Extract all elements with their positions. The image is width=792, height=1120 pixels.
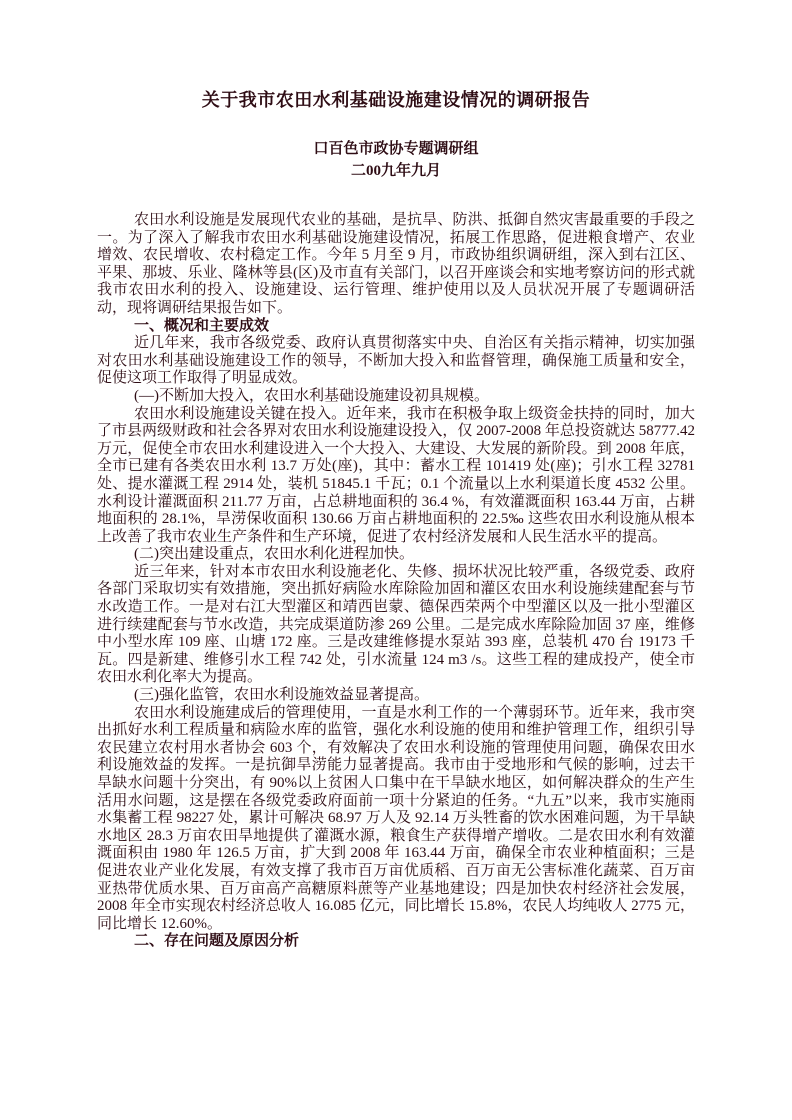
document-byline: 口百色市政协专题调研组 — [313, 141, 479, 157]
paragraph: 近几年来，我市各级党委、政府认真贯彻落实中央、自治区有关指示精神，切实加强对农田水利基础设施建设工作的领导，不断加大投入和监督管理，确保施工质量和安全，促使这项工作取得了明显成效。 — [97, 335, 695, 387]
paragraph: (—)不断加大投入，农田水利基础设施建设初具规模。 — [134, 387, 489, 404]
document-body — [97, 212, 695, 951]
paragraph: (二)突出建设重点，农田水利化进程加快。 — [134, 546, 414, 563]
paragraph: 农田水利设施建设关键在投入。近年来，我市在积极争取上级资金扶持的同时，加大了市县两级财政和社会各界对农田水利设施建设投入，仅 2007-2008 年总投资就达 58777.42 万元，促使全市农田水利建设进入一个大投入、大建设、大发展的新阶段。到 2008 年底，全市已建有各类农田水利 13.7 万处(座)，其中：蓄水工程 101419 处(座)；引水工程 32781 处、提水灌溉工程 2914 处，装机 51845.1 千瓦；0.1 个流量以上水利渠道长度 4532 公里。水利设计灌溉面积 211.77 万亩，占总耕地面积的 36.4 %，有效灌溉面积 163.44 万亩，占耕地面积的 28.1%，旱涝保收面积 130.66 万亩占耕地面积的 22.5‰ 这些农田水利设施从根本上改善了我市农业生产条件和生产环境，促进了农村经济发展和人民生活水平的提高。 — [97, 405, 695, 545]
document-title: 关于我市农田水利基础设施建设情况的调研报告 — [201, 90, 591, 110]
document-dateline: 二00九年九月 — [350, 163, 441, 179]
paragraph: 近三年来，针对本市农田水利设施老化、失修、损坏状况比较严重，各级党委、政府各部门采取切实有效措施，突出抓好病险水库除险加固和灌区农田水利设施续建配套与节水改造工作。一是对右江大型灌区和靖西岜蒙、德保西荣两个中型灌区以及一批小型灌区进行续建配套与节水改造，共完成渠道防渗 269 公里。二是完成水库除险加固 37 座，维修中小型水库 109 座、山塘 172 座。三是改建维修提水泵站 393 座，总装机 470 台 19173 千瓦。四是新建、维修引水工程 742 处，引水流量 124 m3 /s。这些工程的建成投产，使全市农田水利化率大为提高。 — [97, 563, 695, 686]
paragraph: 农田水利设施是发展现代农业的基础，是抗旱、防洪、抵御自然灾害最重要的手段之一。为了深入了解我市农田水利基础设施建设情况，拓展工作思路，促进粮食增产、农业增效、农民增收、农村稳定工作。今年 5 月至 9 月，市政协组织调研组，深入到右江区、平果、那坡、乐业、隆林等县(区)及市直有关部门，以召开座谈会和实地考察访问的形式就我市农田水利的投入、设施建设、运行管理、维护使用以及人员状况开展了专题调研活动，现将调研结果报告如下。 — [97, 212, 695, 316]
section-heading: 二、存在问题及原因分析 — [134, 933, 300, 950]
section-heading: 一、概况和主要成效 — [134, 317, 270, 334]
paragraph: (三)强化监管，农田水利设施效益显著提高。 — [134, 687, 429, 704]
paragraph: 农田水利设施建成后的管理使用，一直是水利工作的一个薄弱环节。近年来，我市突出抓好水利工程质量和病险水库的监管，强化水利设施的使用和维护管理工作，组织引导农民建立农村用水者协会 603 个，有效解决了农田水利设施的管理使用问题，确保农田水利设施效益的发挥。一是抗御旱涝能力显著提高。我市由于受地形和气候的影响，过去干旱缺水问题十分突出，有 90%以上贫困人口集中在干旱缺水地区，如何解决群众的生产生活用水问题，这是摆在各级党委政府面前一项十分紧迫的任务。“九五”以来，我市实施雨水集蓄工程 98227 处，累计可解决 68.97 万人及 92.14 万头牲畜的饮水困难问题，为干旱缺水地区 28.3 万亩农田旱地提供了灌溉水源，粮食生产获得增产增收。二是农田水利有效灌溉面积由 1980 年 126.5 万亩，扩大到 2008 年 163.44 万亩，确保全市农业种植面积；三是促进农业产业化发展，有效支撑了我市百万亩优质稻、百万亩无公害标准化蔬菜、百万亩亚热带优质水果、百万亩高产高糖原料蔗等产业基地建设；四是加快农村经济社会发展，2008 年全市实现农村经济总收人 16.085 亿元，同比增长 15.8%，农民人均纯收人 2775 元，同比增长 12.60%。 — [97, 704, 695, 932]
